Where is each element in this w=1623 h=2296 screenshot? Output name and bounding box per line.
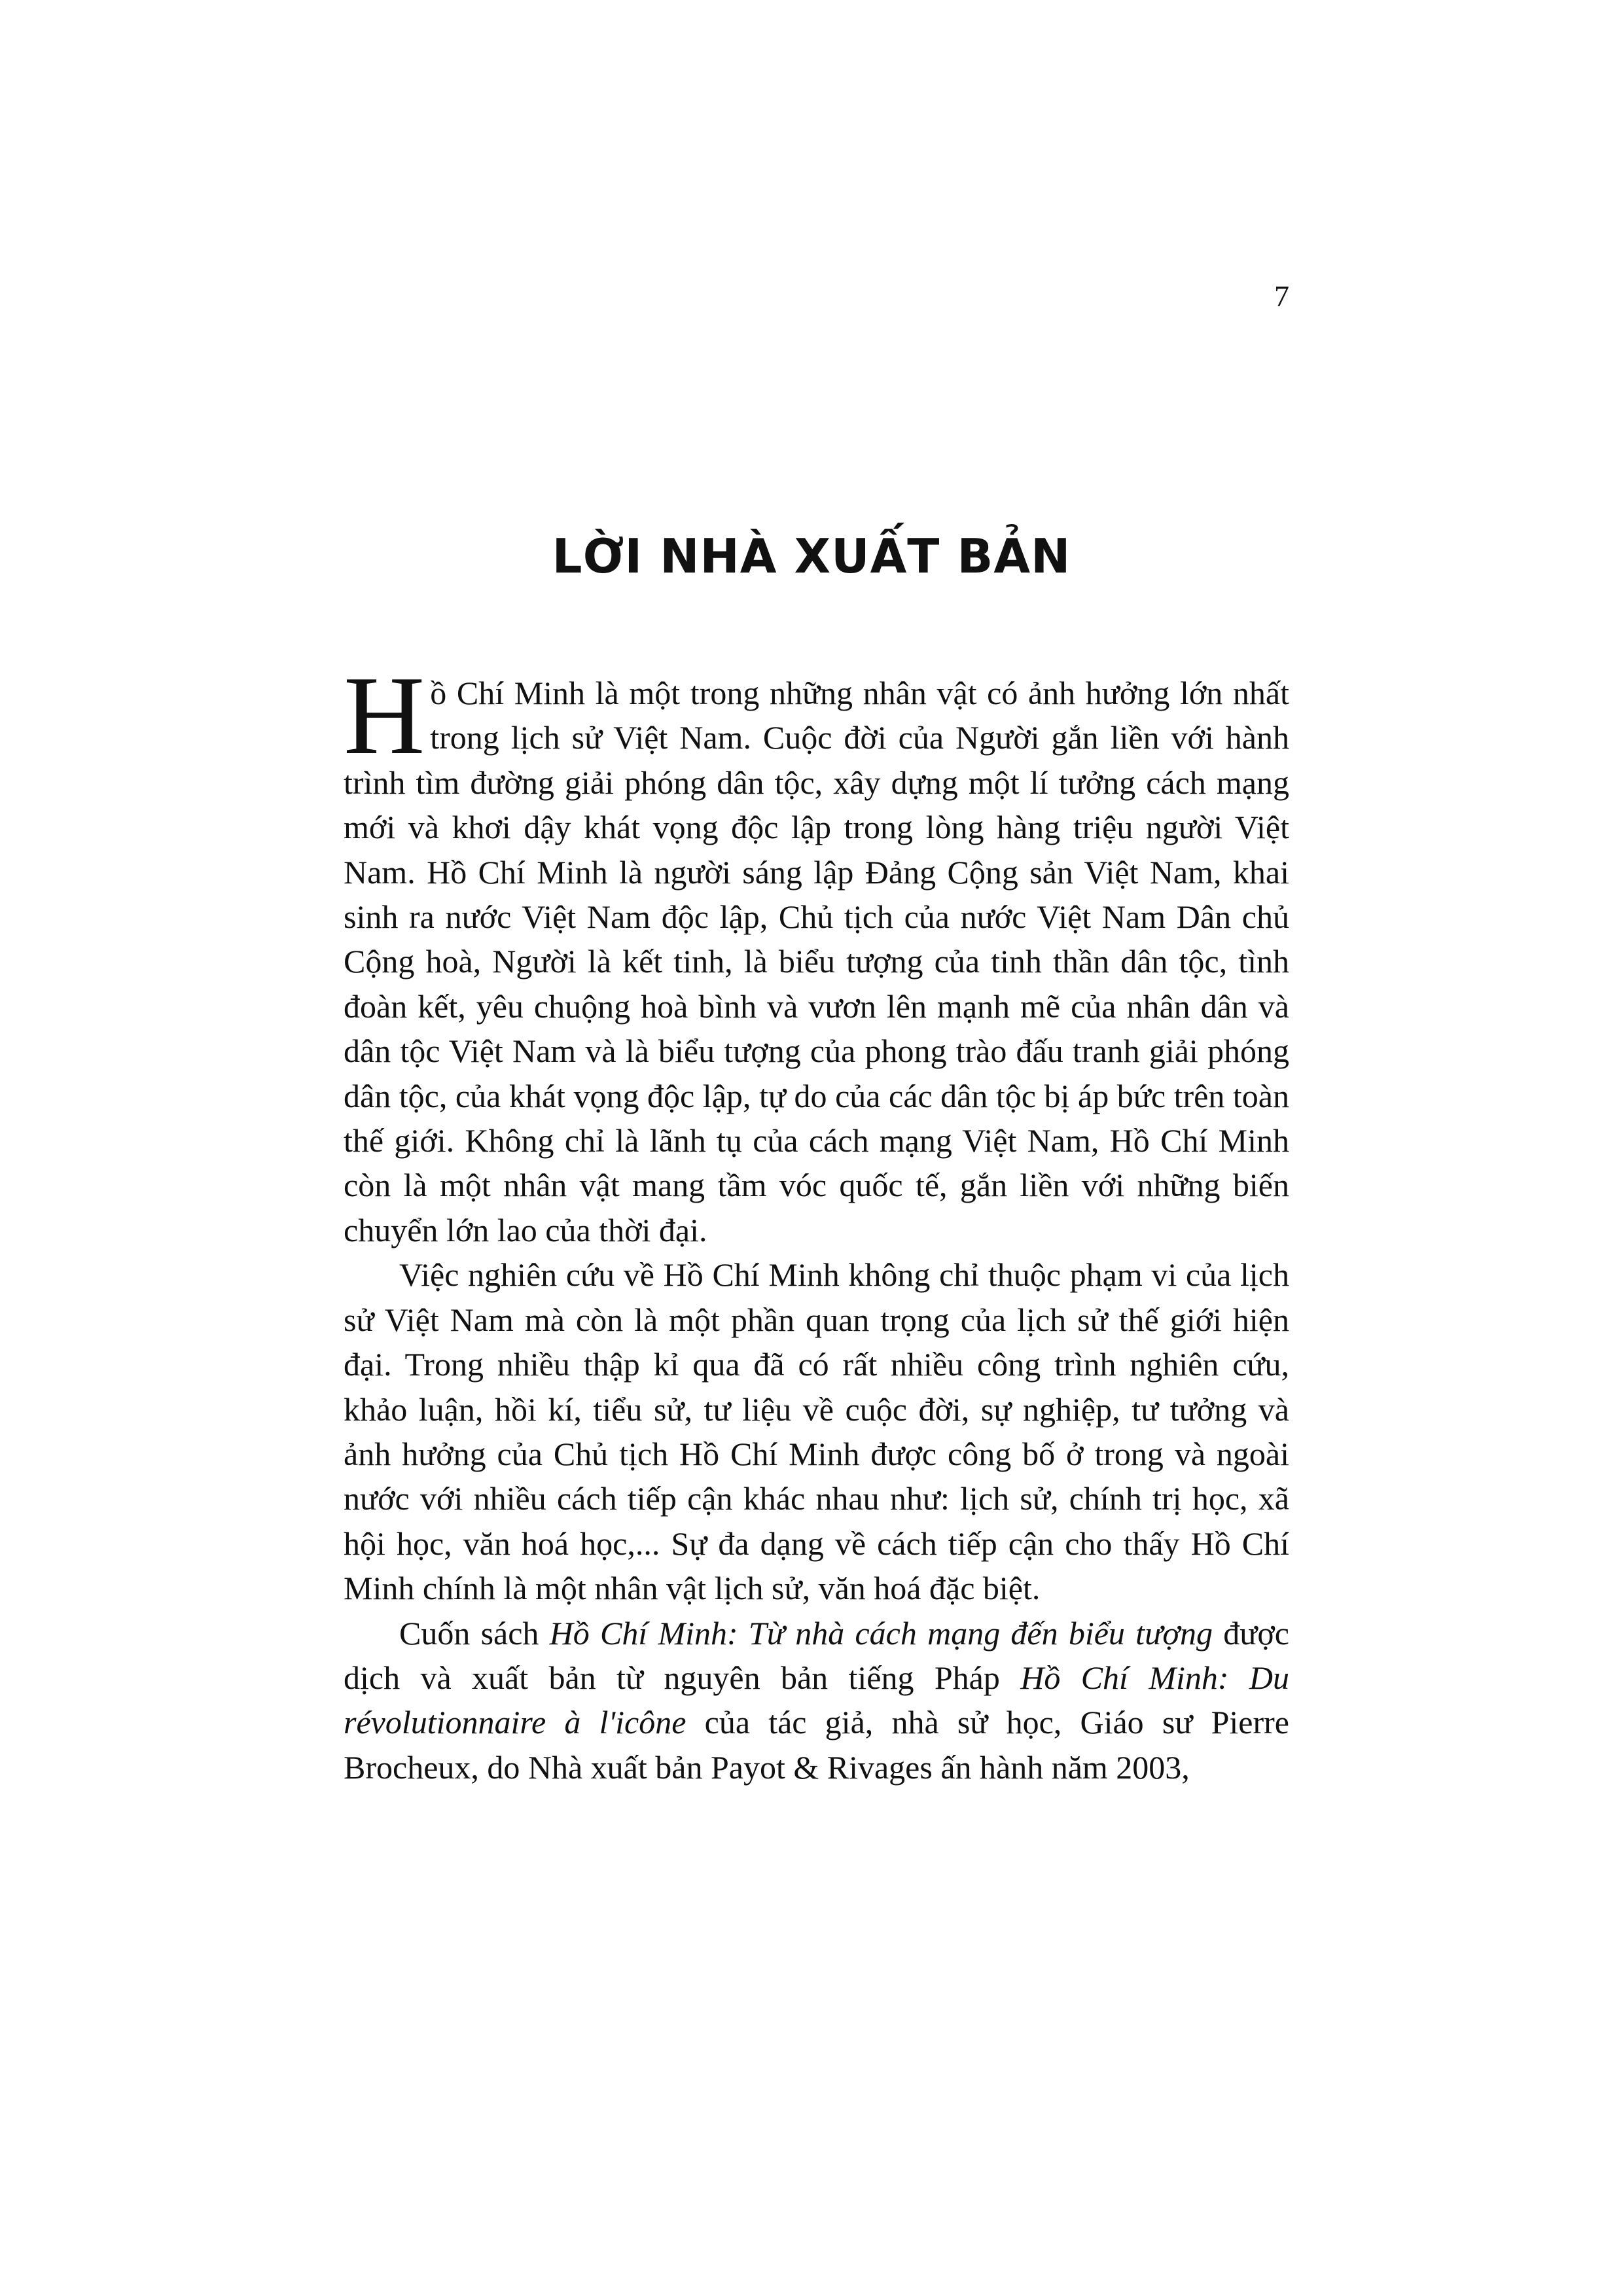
book-title-french: Hồ Chí Minh: Du révolutionnaire à l'icône <box>344 1659 1289 1741</box>
paragraph-1-text: ồ Chí Minh là một trong những nhân vật có ảnh hưởng lớn nhất trong lịch sử Việt Nam. Cuộc đời của Người gắn liền với hành trình tìm đường giải phóng dân tộc, xây dựng một lí tưởng cách mạng mới và khơi dậy khát vọng độc lập trong lòng hàng triệu người Việt Nam. Hồ Chí Minh là người sáng lập Đảng Cộng sản Việt Nam, khai sinh ra nước Việt Nam độc lập, Chủ tịch của nước Việt Nam Dân chủ Cộng hoà, Người là kết tinh, là biểu tượng của tinh thần dân tộc, tình đoàn kết, yêu chuộng hoà bình và vươn lên mạnh mẽ của nhân dân và dân tộc Việt Nam và là biểu tượng của phong trào đấu tranh giải phóng dân tộc, của khát vọng độc lập, tự do của các dân tộc bị áp bức trên toàn thế giới. Không chỉ là lãnh tụ của cách mạng Việt Nam, Hồ Chí Minh còn là một nhân vật mang tầm vóc quốc tế, gắn liền với những biến chuyển lớn lao của thời đại. <box>344 675 1289 1248</box>
body-text <box>344 654 1289 1790</box>
paragraph-3-text-b: được dịch và xuất bản từ nguyên bản tiếng Pháp <box>344 1614 1289 1696</box>
drop-cap: H <box>344 654 425 778</box>
paragraph-3-text-a: Cuốn sách <box>399 1614 550 1651</box>
page-number: 7 <box>1274 279 1289 313</box>
page-title: LỜI NHÀ XUẤT BẢN <box>552 529 1071 584</box>
paragraph-2: Việc nghiên cứu về Hồ Chí Minh không chỉ thuộc phạm vi của lịch sử Việt Nam mà còn là một phần quan trọng của lịch sử thế giới hiện đại. Trong nhiều thập kỉ qua đã có rất nhiều công trình nghiên cứu, khảo luận, hồi kí, tiểu sử, tư liệu về cuộc đời, sự nghiệp, tư tưởng và ảnh hưởng của Chủ tịch Hồ Chí Minh được công bố ở trong và ngoài nước với nhiều cách tiếp cận khác nhau như: lịch sử, chính trị học, xã hội học, văn hoá học,... Sự đa dạng về cách tiếp cận cho thấy Hồ Chí Minh chính là một nhân vật lịch sử, văn hoá đặc biệt. <box>344 1256 1289 1607</box>
paragraph-3 <box>344 1611 1289 1790</box>
paragraph-3-text-c: của tác giả, nhà sử học, Giáo sư Pierre Brocheux, do Nhà xuất bản Payot & Rivages ấn hành năm 2003, <box>344 1704 1289 1786</box>
book-title-vietnamese: Hồ Chí Minh: Từ nhà cách mạng đến biểu tượng <box>549 1614 1213 1651</box>
paragraph-1 <box>344 654 1289 1252</box>
